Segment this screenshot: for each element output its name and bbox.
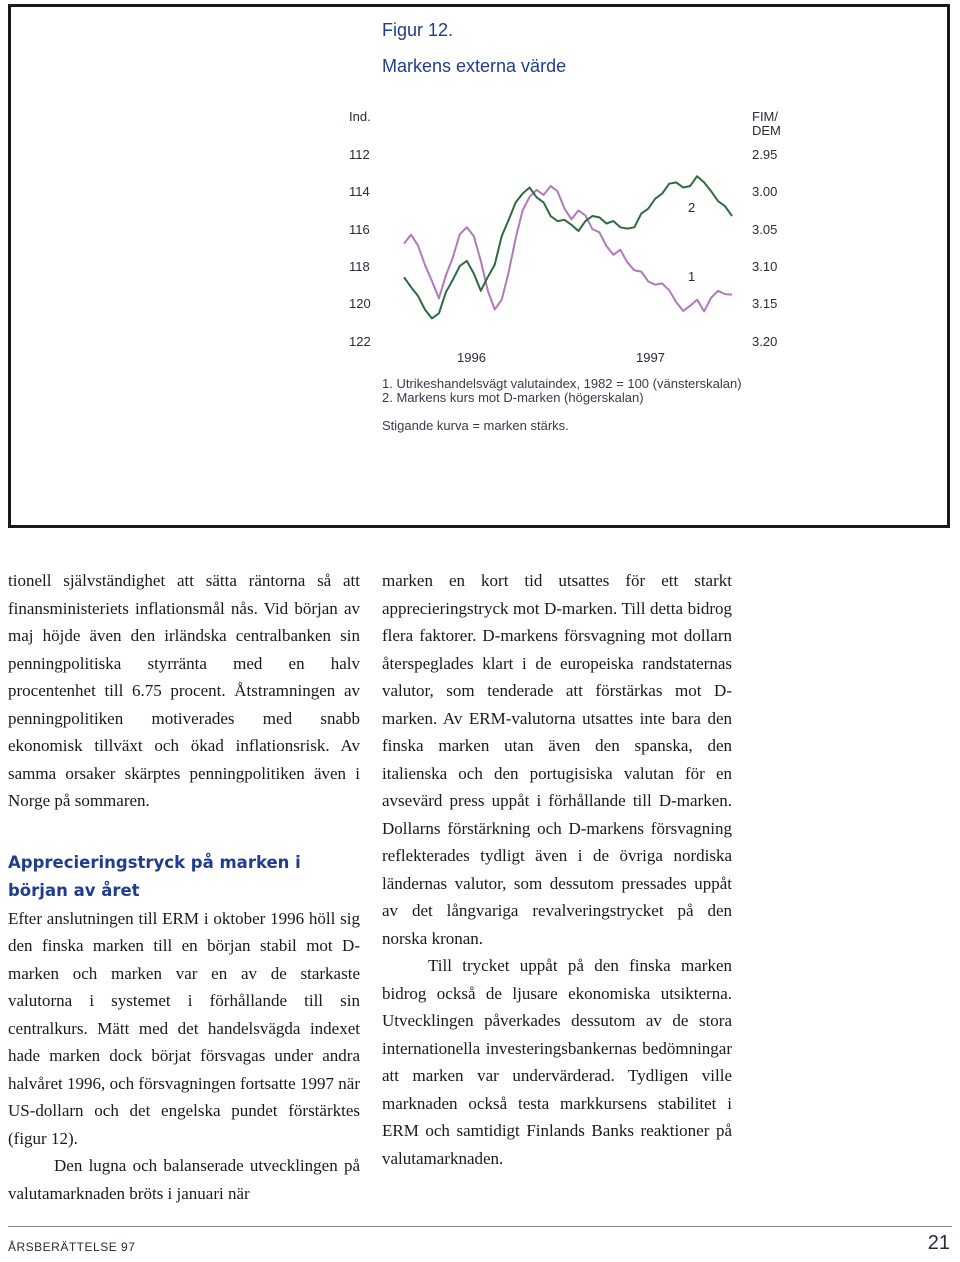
- figure-note: Stigande kurva = marken stärks.: [382, 418, 569, 433]
- left-tick: 122: [349, 334, 371, 349]
- footer-publication: ÅRSBERÄTTELSE 97: [8, 1240, 136, 1254]
- left-tick: 116: [349, 222, 370, 237]
- line-chart: [376, 130, 740, 342]
- series-2-marker: 2: [688, 200, 696, 215]
- right-tick: 3.10: [752, 259, 778, 274]
- series-1-marker: 1: [688, 269, 696, 284]
- series-line-1: [404, 186, 732, 311]
- right-column: [382, 567, 732, 1172]
- right-tick: 3.15: [752, 296, 778, 311]
- left-paragraph-1: tionell självständighet att sätta räntorna så att finansministeriets inflationsmål nås. Vid början av maj höjde även den irländska centralbanken sin penningpolitiska styrränta med en halv procentenhet till 6.75 procent. Åtstramningen av penningpolitiken motiverades med snabb ekonomisk tillväxt och ökad inflationsrisk. Av samma orsaker skärptes penningpolitiken även i Norge på sommaren.: [8, 571, 360, 810]
- right-tick: 3.20: [752, 334, 778, 349]
- series-line-2: [404, 176, 732, 318]
- right-paragraph-2: Till trycket uppåt på den finska marken bidrog också de ljusare ekonomiska utsikterna. Utvecklingen påverkades dessutom av de stora internationella investeringsbankernas bedömningar att marken var undervärderad. Tydligen ville marknaden också testa markkursens stabilitet i ERM och samtidigt Finlands Banks reaktioner på valutamarknaden.: [382, 956, 732, 1168]
- section-heading: Apprecieringstryck på marken i början av året: [8, 852, 301, 900]
- page-number: 21: [927, 1232, 950, 1254]
- year-label-1996: 1996: [457, 350, 486, 365]
- right-tick: 3.05: [752, 222, 778, 237]
- left-paragraph-2: Efter anslutningen till ERM i oktober 1996 höll sig den finska marken till en början stabil mot D-marken och marken var en av de starkaste valutorna i systemet i förhållande till sin centralkurs. Mätt med det handelsvägda indexet hade marken dock börjat försvagas under andra halvåret 1996, och försvagningen fortsatte 1997 när US-dollarn och det engelska pundet förstärktes (figur 12).: [8, 908, 360, 1148]
- legend-series-1: 1. Utrikeshandelsvägt valutaindex, 1982 = 100 (vänsterskalan): [382, 376, 742, 391]
- left-tick: 118: [349, 259, 370, 274]
- left-tick: 120: [349, 296, 371, 311]
- right-axis-unit-line2: DEM: [752, 123, 781, 138]
- left-tick: 114: [349, 184, 370, 199]
- right-tick: 2.95: [752, 147, 778, 162]
- left-tick: 112: [349, 147, 370, 162]
- year-label-1997: 1997: [636, 350, 665, 365]
- footer-divider: [8, 1226, 952, 1227]
- right-tick: 3.00: [752, 184, 778, 199]
- right-paragraph-1: marken en kort tid utsattes för ett starkt apprecieringstryck mot D-marken. Till detta bidrog flera faktorer. D-markens försvagning mot dollarn återspeglades klart i de europeiska randstaternas valutor, som tenderade att förstärkas mot D-marken. Av ERM-valutorna utsattes inte bara den finska marken utan även den spanska, den italienska och den portugisiska valutan för en avsevärd press uppåt i förhållande till D-marken. Dollarns förstärkning och D-markens försvagning reflekterades tydligt även i de övriga nordiska ländernas valutor, som dessutom pressades uppåt av det långvariga revalveringstrycket på den norska kronan.: [382, 571, 732, 948]
- figure-label: Figur 12.: [382, 20, 454, 40]
- right-axis-unit-line1: FIM/: [752, 109, 778, 124]
- figure-title: Markens externa värde: [382, 56, 567, 76]
- left-paragraph-3: Den lugna och balanserade utvecklingen på valutamarknaden bröts i januari när: [8, 1156, 360, 1203]
- left-column: [8, 567, 360, 1207]
- left-axis-unit: Ind.: [349, 109, 371, 124]
- legend-series-2: 2. Markens kurs mot D-marken (högerskalan): [382, 390, 644, 405]
